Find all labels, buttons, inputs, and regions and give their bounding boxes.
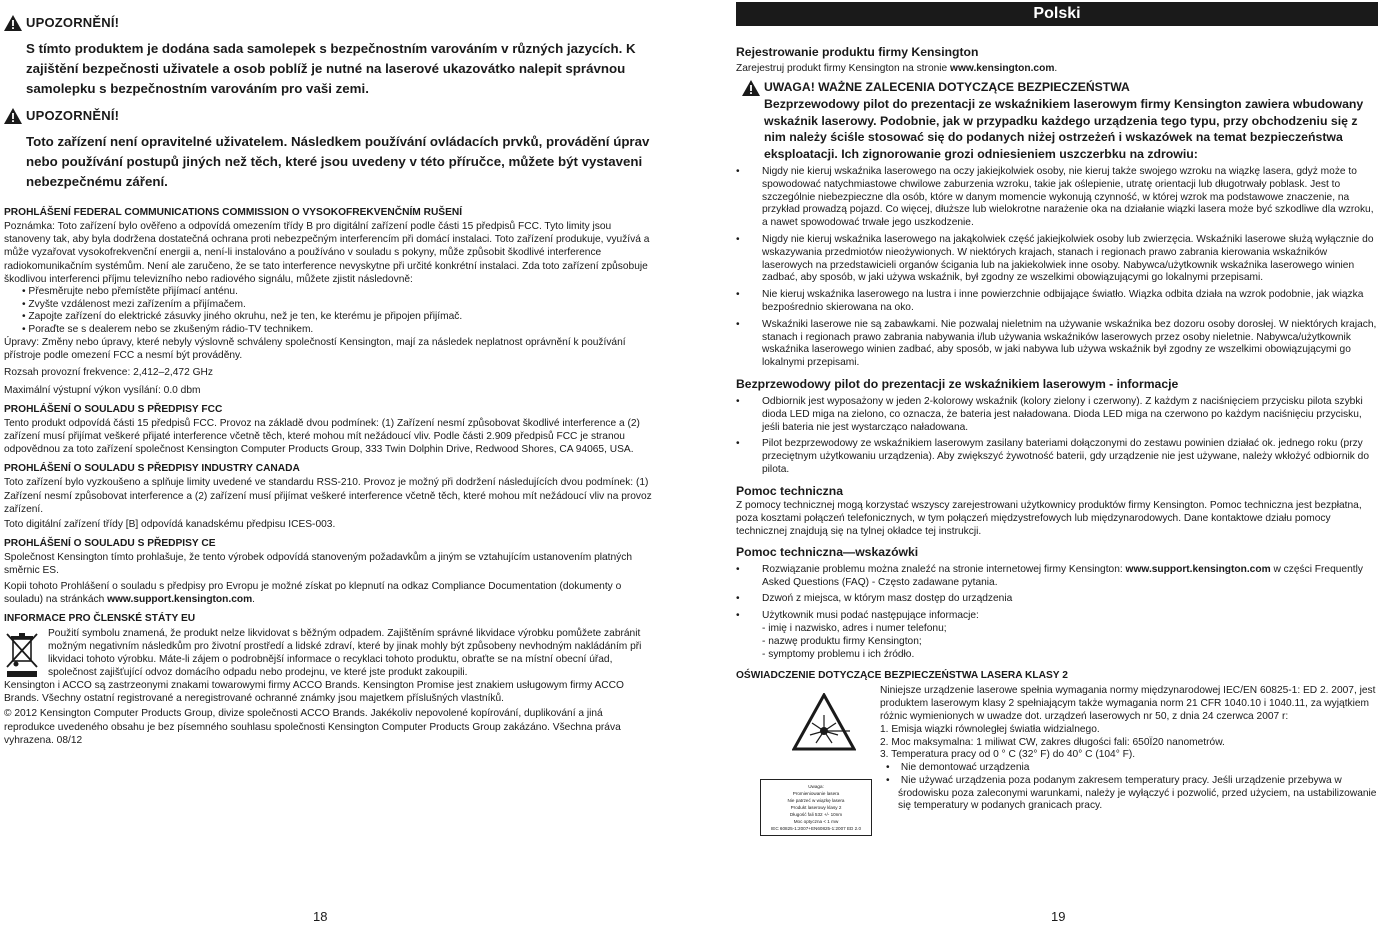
section-title: INFORMACE PRO ČLENSKÉ STÁTY EU bbox=[4, 613, 196, 625]
copyright-text: © 2012 Kensington Computer Products Group, divize společnosti ACCO Brands. Jakékoliv nepovolené kopírování, duplikování a jiná reprodukce uvedeného obsahu je bez písemného souhlasu společnosti Kensington Computer Products Group zakázáno. Všechna práva vyhrazena. 08/12 bbox=[4, 708, 621, 746]
list-item: • Poraďte se s dealerem nebo se zkušeným rádio-TV technikem. bbox=[22, 324, 654, 337]
ce-section bbox=[4, 537, 654, 606]
list-item: • Odbiornik jest wyposażony w jeden 2-kolorowy wskaźnik (kolory zielony i czerwony). Z każdym z naciśnięciem przycisku pilota szybki dioda LED miga na zielono, co oznacza, że bateria jest naładowana. Dioda LED miga na czerwono po każdym naciśnięciu przycisku, jeśli bateria nie jest wystarcząco naładowana. bbox=[736, 396, 1378, 434]
warning-triangle-icon bbox=[4, 15, 22, 31]
language-header: Polski bbox=[736, 2, 1378, 26]
warning-heading: UWAGA! WAŻNE ZALECENIA DOTYCZĄCE BEZPIECZEŃSTWA bbox=[764, 80, 1130, 94]
warning-heading: UPOZORNĚNÍ! bbox=[26, 108, 120, 123]
warning-heading: UPOZORNĚNÍ! bbox=[26, 15, 120, 30]
section-title: PROHLÁŠENÍ FEDERAL COMMUNICATIONS COMMISSION O VYSOKOFREKVENČNÍM RUŠENÍ bbox=[4, 207, 463, 218]
fcc-conformity-section bbox=[4, 403, 654, 457]
list-item: • Nie używać urządzenia poza podanym zakresem temperatury pracy. Jeśli urządzenie przebywa w środowisku poza zaleconymi warunkami, należy je wyłączyć i pozwolić, przed użyciem, na ustabilizowanie się temperatury w podanych granicach pracy. bbox=[886, 774, 1377, 812]
list-item: 3. Temperatura pracy od 0 ° C (32° F) do 40° C (104° F). bbox=[880, 749, 1136, 761]
list-item: • Wskaźniki laserowe nie są zabawkami. Nie pozwalaj nieletnim na używanie wskaźnika bez dozoru osoby dorosłej. W niektórych krajach, stanach i regionach prawo zabrania nabywania i/lub używania wskaźników laserowych przez osoby nieletnie. Nabywca/użytkownik wskaźnika laserowego winien zadbać, aby sposób, w jaki nabywa lub używa wskaźnik był zgodny ze wszelkimi obowiązującymi go lokalnymi przepisami. bbox=[736, 319, 1378, 370]
bullet-list bbox=[736, 564, 1378, 662]
paragraph: Zarejestruj produkt firmy Kensington na stronie www.kensington.com. bbox=[736, 63, 1058, 74]
paragraph: Z pomocy technicznej mogą korzystać wszyscy zarejestrowani użytkownicy produktów firmy Kensington. Pomoc techniczna jest bezpłatna, poza kosztami połączeń telefonicznych, w tym połączeń międzystrefowych lub międzynarodowych. Dane kontaktowe działu pomocy technicznej znajdują się na tylnej okładce tej instrukcji. bbox=[736, 499, 1362, 537]
paragraph: Společnost Kensington tímto prohlašuje, že tento výrobek odpovídá stanoveným požadavkům a jiným se vztahujícím ustanovením platných směrnic ES. bbox=[4, 552, 633, 577]
section-title: PROHLÁŠENÍ O SOULADU S PŘEDPISY FCC bbox=[4, 403, 223, 415]
list-item: • Dzwoń z miejsca, w którym masz dostęp do urządzenia bbox=[736, 593, 1378, 606]
warning-text: S tímto produktem je dodána sada samolepek s bezpečnostním varováním v různých jazycích. K zajištění bezpečnosti uživatele a osob poblíž je nutné na laserové ukazovátko nalepit správnou samolepku s bezpečnostním varováním pro vaši zemi. bbox=[26, 41, 636, 96]
section-title: OŚWIADCZENIE DOTYCZĄCE BEZPIECZEŃSTWA LASERA KLASY 2 bbox=[736, 670, 1068, 682]
list-item: • Pilot bezprzewodowy ze wskaźnikiem laserowym zasilany bateriami dołączonymi do zestawu powinien działać ok. jednego roku (przy przeciętnym użytkowaniu urządzenia). Aby zwiększyć żywotność baterii, gdy urządzenie nie jest używane, należy wkłożyć odbiornik do pilota. bbox=[736, 438, 1378, 476]
paragraph: Toto zařízení bylo vyzkoušeno a splňuje limity uvedené ve standardu RSS-210. Provoz je možný při dodržení následujících dvou podmínek: (1) Zařízení nesmí způsobovat interference a (2) zařízení musí přijímat veškeré interference včetně těch, které mohou mít nežádoucí vliv na provoz zařízení. bbox=[4, 477, 652, 515]
warning-block-1 bbox=[4, 14, 654, 99]
sub-item: - symptomy problemu i ich źródło. bbox=[762, 649, 1378, 662]
bullet-list bbox=[736, 396, 1378, 477]
section-title: Pomoc techniczna bbox=[736, 483, 844, 498]
page-number: 19 bbox=[1051, 909, 1066, 924]
paragraph: Úpravy: Změny nebo úpravy, které nebyly výslovně schváleny společností Kensington, mají za následek neplatnost oprávnění k používání přístroje podle omezení FCC a nesmí být prováděny. bbox=[4, 337, 626, 362]
list-item: • Użytkownik musi podać następujące informacje: - imię i nazwisko, adres i numer telefonu; - nazwę produktu firmy Kensington; - symptomy problemu i ich źródło. bbox=[736, 610, 1378, 661]
list-item: • Nie kieruj wskaźnika laserowego na lustra i inne powierzchnie odbijające światło. Wiązka odbita działa na wzrok podobnie, jak wiązka bezpośrednio skierowana na oko. bbox=[736, 289, 1378, 315]
list-item: • Zvyšte vzdálenost mezi zařízením a přijímačem. bbox=[22, 299, 654, 312]
list-item: 1. Emisja wiązki równoległej światła widzialnego. bbox=[880, 723, 1100, 735]
trademark-text: Kensington i ACCO są zastrzeonymi znakami towarowymi firmy ACCO Brands. Kensington Promise jest znakiem usługowym firmy ACCO Brands. Všechny ostatní registrované a neregistrované ochranné známky jsou majetkem příslušných vlastníků. bbox=[4, 680, 624, 705]
industry-canada-section bbox=[4, 462, 654, 531]
paragraph: Tento produkt odpovídá části 15 předpisů FCC. Provoz na základě dvou podmínek: (1) Zařízení nesmí způsobovat škodlivé interference a (2) zařízení musí přijímat veškeré přijaté interference včetně těch, které mohou mít nežádoucí vliv. Podle části 2.909 předpisů FCC je stranou odpovědnou za toto zařízení společnost Kensington Computer Products Group, 333 Twin Dolphin Drive, Redwood Shores, CA 94065, USA. bbox=[4, 417, 640, 456]
paragraph: Maximální výstupní výkon vysílání: 0.0 dbm bbox=[4, 384, 201, 396]
crossed-bin-icon bbox=[4, 631, 40, 679]
section-title: Bezprzewodowy pilot do prezentacji ze wskaźnikiem laserowym - informacje bbox=[736, 376, 1179, 391]
warning-triangle-icon bbox=[742, 80, 760, 96]
page-number: 18 bbox=[313, 909, 328, 924]
support-link[interactable]: www.support.kensington.com bbox=[1125, 563, 1271, 575]
list-item: • Nigdy nie kieruj wskaźnika laserowego na jakąkolwiek część jakiejkolwiek osoby lub zwierzęcia. Wskaźniki laserowe służą wyłącznie do wskazywania przedmiotów nieożywionych. W niektórych krajach, stanach i regionach prawo zabrania kierowania wskaźników laserowych na przedstawicieli organów ścigania lub na jakiekolwiek inne osoby. Nabywca/użytkownik wskaźnika laserowego winien zadbać, aby sposób, w jaki używa wskaźnik, był zgodny ze wszelkimi obowiązującymi go lokalnymi przepisami. bbox=[736, 234, 1378, 285]
safety-warning bbox=[736, 79, 1378, 370]
warning-triangle-icon bbox=[4, 108, 22, 124]
list-item: • Nie demontować urządzenia bbox=[886, 762, 1030, 774]
fcc-section bbox=[4, 206, 654, 397]
support-section bbox=[736, 483, 1378, 538]
section-title: Pomoc techniczna—wskazówki bbox=[736, 544, 919, 559]
warning-text: Toto zařízení není opravitelné uživatelem. Následkem používání ovládacích prvků, provádění úprav nebo používání postupů jiných než těch, které jsou uvedeny v této příručce, můžete být vystaveni nebezpečnému záření. bbox=[26, 134, 650, 189]
paragraph: Toto digitální zařízení třídy [B] odpovídá kanadskému předpisu ICES-003. bbox=[4, 519, 336, 531]
page-left bbox=[0, 0, 660, 927]
bullet-list bbox=[4, 286, 654, 336]
list-item: • Zapojte zařízení do elektrické zásuvky jiného okruhu, než je ten, ke kterému je připojen přijímač. bbox=[22, 311, 654, 324]
sub-item: - nazwę produktu firmy Kensington; bbox=[762, 636, 1378, 649]
bullet-list bbox=[736, 166, 1378, 370]
registration-section bbox=[736, 44, 1378, 75]
eu-section bbox=[4, 612, 654, 747]
laser-hazard-icon bbox=[792, 693, 856, 751]
warning-block-2 bbox=[4, 107, 654, 192]
kensington-link[interactable]: www.kensington.com bbox=[950, 63, 1055, 74]
paragraph: Kopii tohoto Prohlášení o souladu s předpisy pro Evropu je možné získat po klepnutí na odkaz Compliance Documentation (dokumenty o souladu) na stránkách www.support.kensington.com. bbox=[4, 580, 622, 605]
sub-item: - imię i nazwisko, adres i numer telefonu; bbox=[762, 623, 1378, 636]
laser-warning-label: Uwaga: Promieniowanie lasera Nie patrzeć w wiązkę lasera Produkt laserowy klasy 2 Długość fali 532 +/- 10nm Moc optyczna < 1 mw IEC 60825-1:2007+EN60825-1:2007 ED 2.0 bbox=[760, 779, 872, 836]
tips-section bbox=[736, 544, 1378, 662]
laser-section bbox=[736, 669, 1378, 832]
laser-text bbox=[880, 685, 1378, 825]
list-item: • Nigdy nie kieruj wskaźnika laserowego na oczy jakiejkolwiek osoby, nie kieruj także swojego wzroku na wiązkę lasera, gdyż może to spowodować natychmiastowe chwilowe zaburzenia wzroku, takie jak oślepienie, utratę orientacji lub długotrwały poblask. Jest to szczególnie niebezpieczne dla osób, które w danym momencie wykonują czynność, w której wzrok ma podstawowe znaczenie, na przykład prowadzą pojazd. Co więcej, dłuższe lub wielokrotne narażenie oka na działanie wiązki lasera może być szkodliwe dla wzroku, a nawet spowodować trwałe jego uszkodzenie. bbox=[736, 166, 1378, 230]
list-item: 2. Moc maksymalna: 1 miliwat CW, zakres długości fali: 650Ї20 nanometrów. bbox=[880, 736, 1225, 748]
page-right bbox=[736, 0, 1382, 927]
paragraph: Použití symbolu znamená, že produkt nelze likvidovat s běžným odpadem. Zajištěním správné likvidace výrobku pomůžete zabránit možným negativním následkům pro životní prostředí a lidské zdraví, které by jinak mohly být způsobeny nevhodným nakládáním při likvidaci tohoto výrobku. Máte-li zájem o podrobnější informace o recyklaci tohoto produktu, obraťte se na místní obecní úřad, společnost zajišťující odvoz domácího odpadu nebo prodejnu, ve které jste produkt zakoupili. bbox=[48, 628, 642, 679]
list-item: • Rozwiązanie problemu można znaleźć na stronie internetowej firmy Kensington: www.support.kensington.com w części Frequently Asked Questions (FAQ) - Często zadawane pytania. bbox=[736, 564, 1378, 590]
list-item: • Přesměrujte nebo přemístěte přijímací anténu. bbox=[22, 286, 654, 299]
paragraph: Poznámka: Toto zařízení bylo ověřeno a odpovídá omezením třídy B pro digitální zařízení podle části 15 předpisů FCC. Tyto limity jsou stanoveny tak, aby byla dodržena dostatečná ochrana proti nebezpečným interferencím při domácí instalaci. Toto zařízení produkuje, využívá a může vyzařovat vysokofrekvenční energii a, není-li instalováno a používáno v souladu s pokyny, může způsobit škodlivé interference radiokomunikačním systémům. Není ale zaručeno, že se tato interference nevyskytne při určité konkrétní instalaci. Zda toto zařízení způsobuje škodlivou interferenci příjmu televizního nebo radiového signálu, můžete zjistit následovně: bbox=[4, 221, 650, 285]
info-section bbox=[736, 376, 1378, 477]
paragraph: Niniejsze urządzenie laserowe spełnia wymagania normy międzynarodowej IEC/EN 60825-1: ED 2. 2007, jest produktem laserowym klasy 2 spełniającym także wymagania norm 21 CFR 1040.10 i 1040.11, za wyjątkiem różnic wymienionych w uwadze dot. urządzeń laserowych nr 50, z dnia 24 czerwca 2007 r: bbox=[880, 685, 1376, 722]
laser-figures bbox=[736, 685, 880, 832]
section-title: PROHLÁŠENÍ O SOULADU S PŘEDPISY CE bbox=[4, 538, 216, 550]
warning-text: Bezprzewodowy pilot do prezentacji ze wskaźnikiem laserowym firmy Kensington zawiera wbudowany wskaźnik laserowy. Podobnie, jak w przypadku każdego urządzenia tego typu, przy obchodzeniu się z nim należy ściśle stosować się do podanych niżej ostrzeżeń i wskazówek na temat bezpieczeństwa eksploatacji. Ich zignorowanie grozi odniesieniem uszczerbku na zdrowiu: bbox=[764, 97, 1364, 161]
section-title: Rejestrowanie produktu firmy Kensington bbox=[736, 45, 979, 59]
support-link[interactable]: www.support.kensington.com bbox=[107, 593, 253, 605]
paragraph: Rozsah provozní frekvence: 2,412–2,472 GHz bbox=[4, 367, 213, 379]
section-title: PROHLÁŠENÍ O SOULADU S PŘEDPISY INDUSTRY CANADA bbox=[4, 463, 300, 475]
